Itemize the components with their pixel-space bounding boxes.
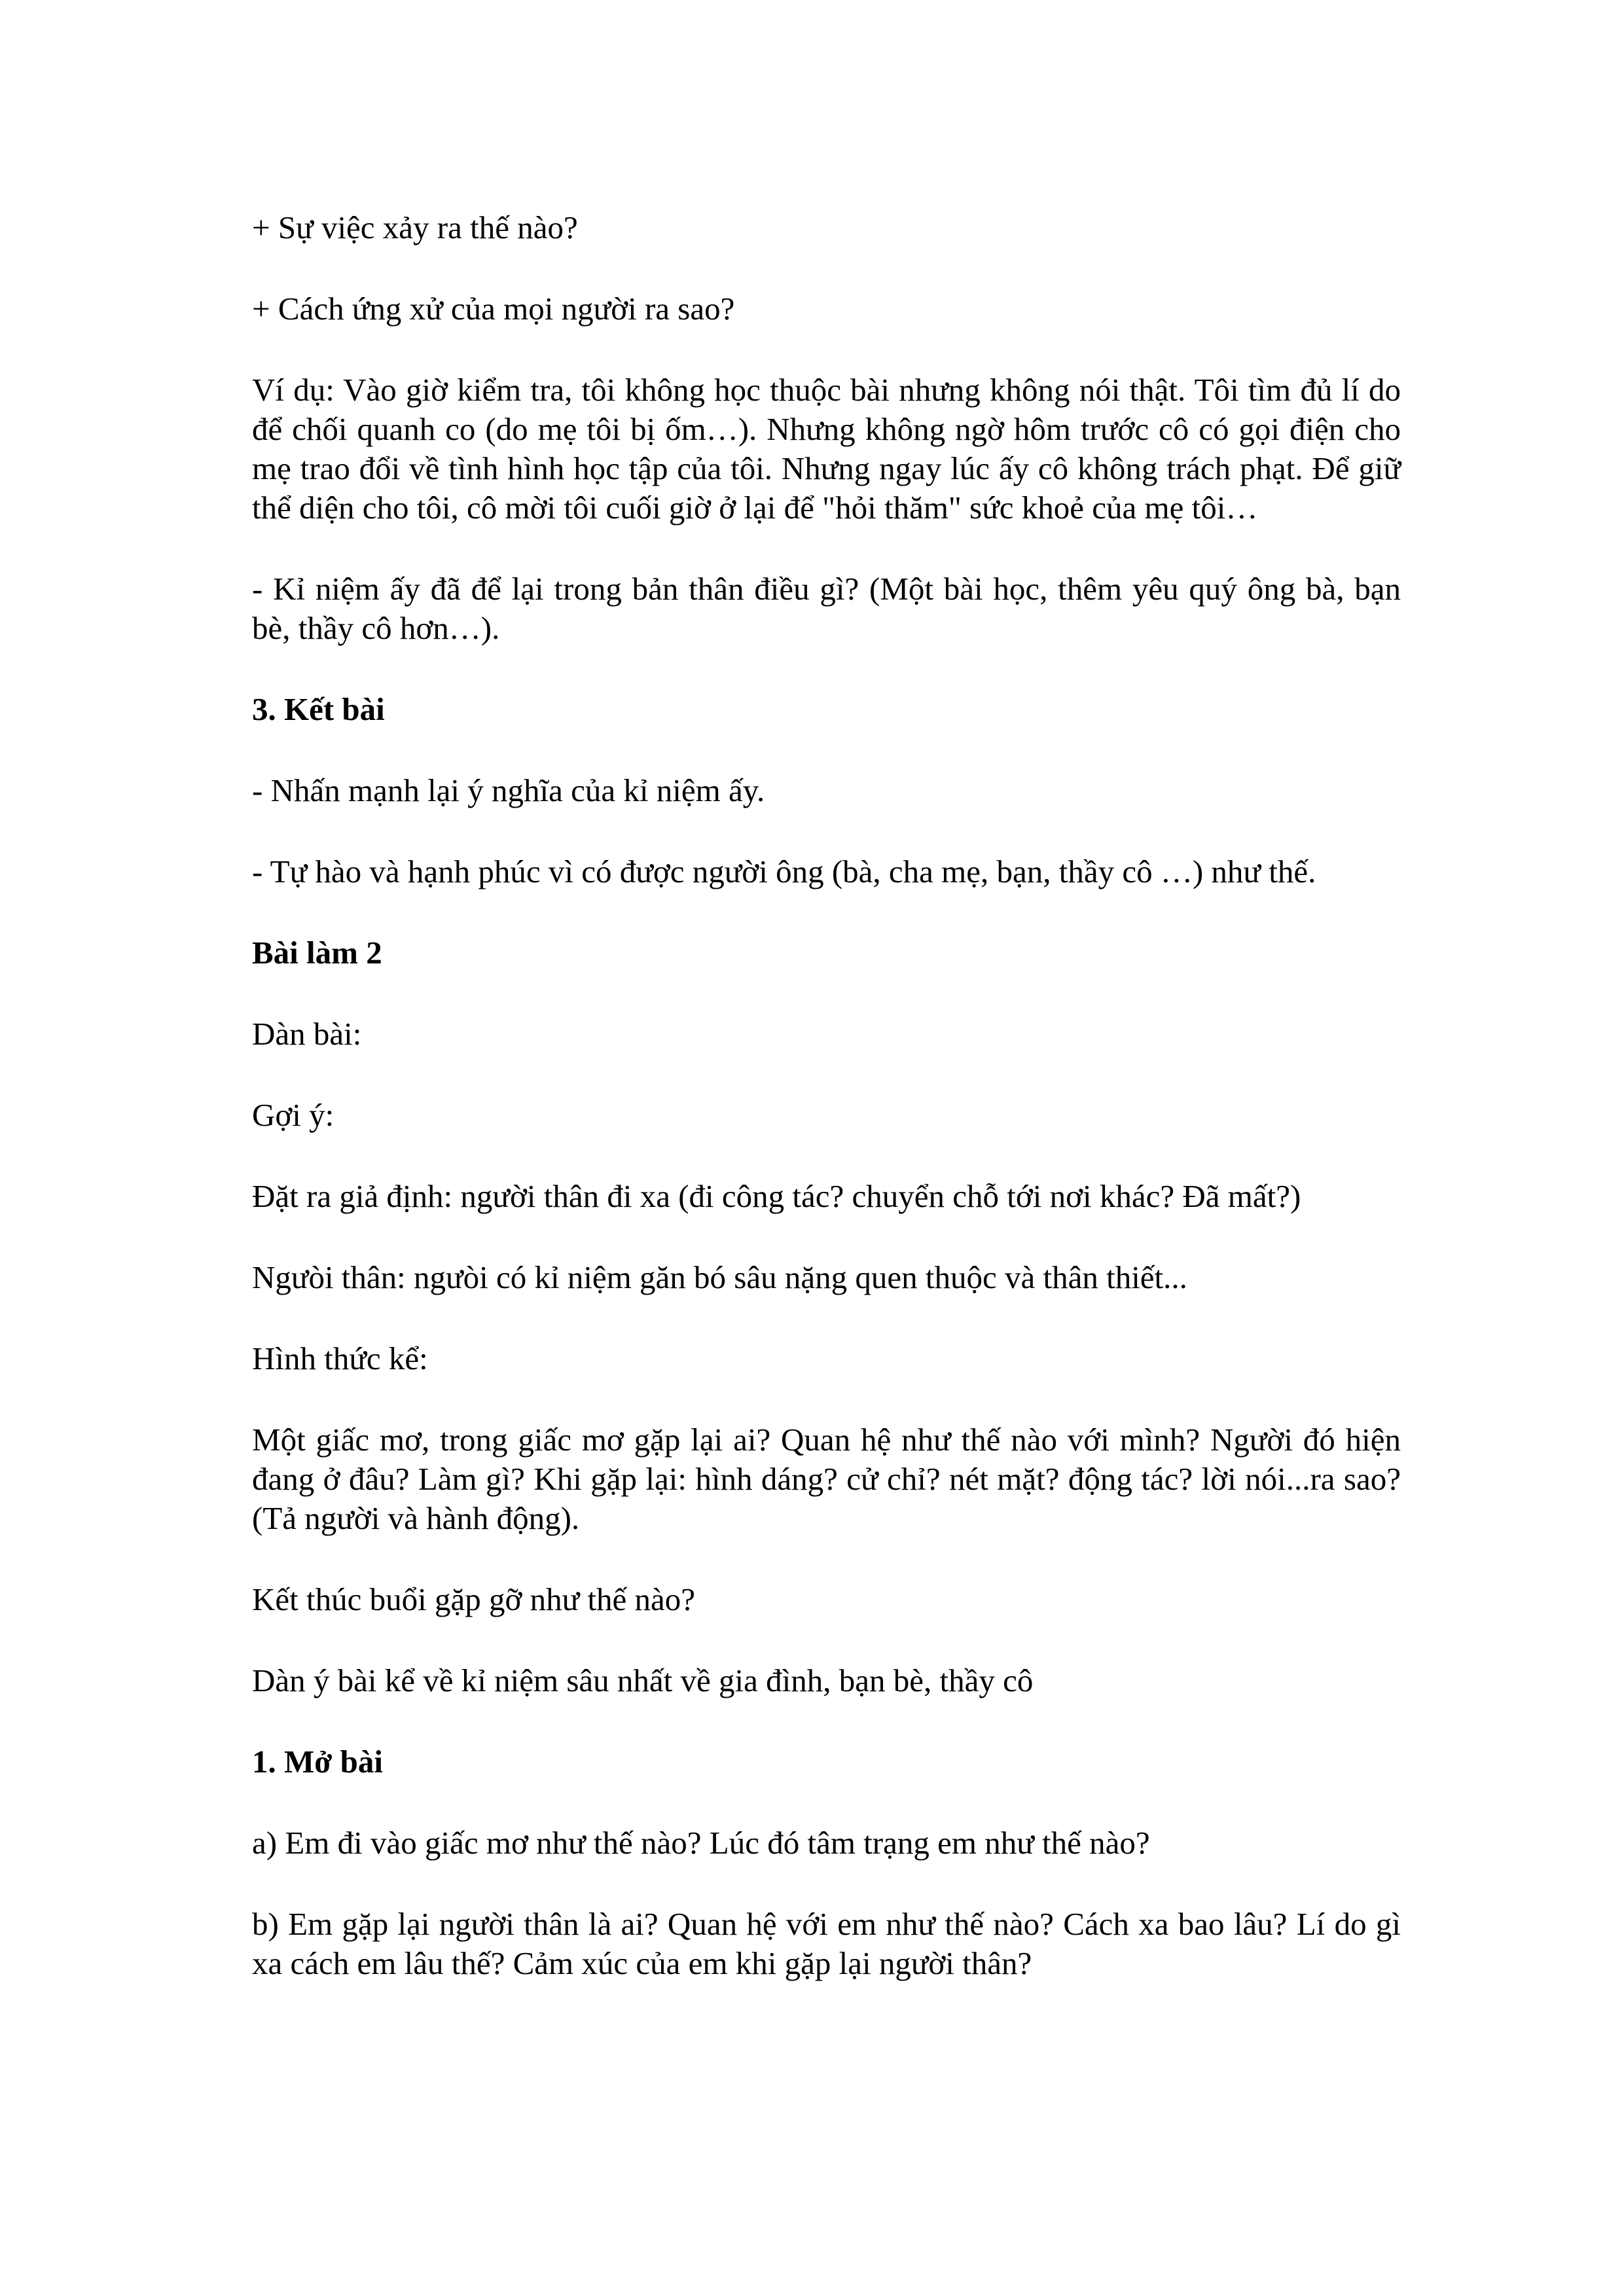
body-paragraph: Một giấc mơ, trong giấc mơ gặp lại ai? Quan hệ như thế nào với mình? Người đó hiện đang ở đâu? Làm gì? Khi gặp lại: hình dáng? cử chỉ? nét mặt? động tác? lời nói...ra sao? (Tả người và hành động). — [252, 1422, 1401, 1536]
heading-paragraph: 3. Kết bài — [252, 691, 385, 727]
body-paragraph: Hình thức kể: — [252, 1340, 428, 1376]
body-paragraph: Dàn bài: — [252, 1016, 362, 1052]
body-paragraph: Ví dụ: Vào giờ kiểm tra, tôi không học thuộc bài nhưng không nói thật. Tôi tìm đủ lí do để chối quanh co (do mẹ tôi bị ốm…). Nhưng không ngờ hôm trước cô có gọi điện cho mẹ trao đổi về tình hình học tập của tôi. Nhưng ngay lúc ấy cô không trách phạt. Để giữ thể diện cho tôi, cô mời tôi cuối giờ ở lại để "hỏi thăm" sức khoẻ của mẹ tôi… — [252, 372, 1401, 526]
body-paragraph: Ngưòi thân: ngưòi có kỉ niệm găn bó sâu nặng quen thuộc và thân thiết... — [252, 1259, 1187, 1295]
body-paragraph: Dàn ý bài kể về kỉ niệm sâu nhất về gia đình, bạn bè, thầy cô — [252, 1662, 1034, 1698]
body-paragraph: Kết thúc buổi gặp gỡ như thế nào? — [252, 1581, 696, 1617]
heading-paragraph: Bài làm 2 — [252, 935, 382, 971]
body-paragraph: Gợi ý: — [252, 1097, 334, 1133]
body-paragraph: + Sự việc xảy ra thế nào? — [252, 209, 578, 245]
body-paragraph: - Nhấn mạnh lại ý nghĩa của kỉ niệm ấy. — [252, 772, 765, 808]
body-paragraph: - Tự hào và hạnh phúc vì có được người ông (bà, cha mẹ, bạn, thầy cô …) như thế. — [252, 853, 1316, 889]
body-paragraph: b) Em gặp lại người thân là ai? Quan hệ với em như thế nào? Cách xa bao lâu? Lí do gì xa cách em lâu thế? Cảm xúc của em khi gặp lại người thân? — [252, 1906, 1401, 1981]
document-content — [252, 208, 1401, 1983]
body-paragraph: Đặt ra giả định: người thân đi xa (đi công tác? chuyển chỗ tới nơi khác? Đã mất?) — [252, 1178, 1301, 1214]
body-paragraph: - Kỉ niệm ấy đã để lại trong bản thân điều gì? (Một bài học, thêm yêu quý ông bà, bạn bè, thầy cô hơn…). — [252, 571, 1401, 646]
body-paragraph: a) Em đi vào giấc mơ như thế nào? Lúc đó tâm trạng em như thế nào? — [252, 1825, 1150, 1861]
body-paragraph: + Cách ứng xử của mọi người ra sao? — [252, 291, 735, 327]
heading-paragraph: 1. Mở bài — [252, 1744, 383, 1780]
